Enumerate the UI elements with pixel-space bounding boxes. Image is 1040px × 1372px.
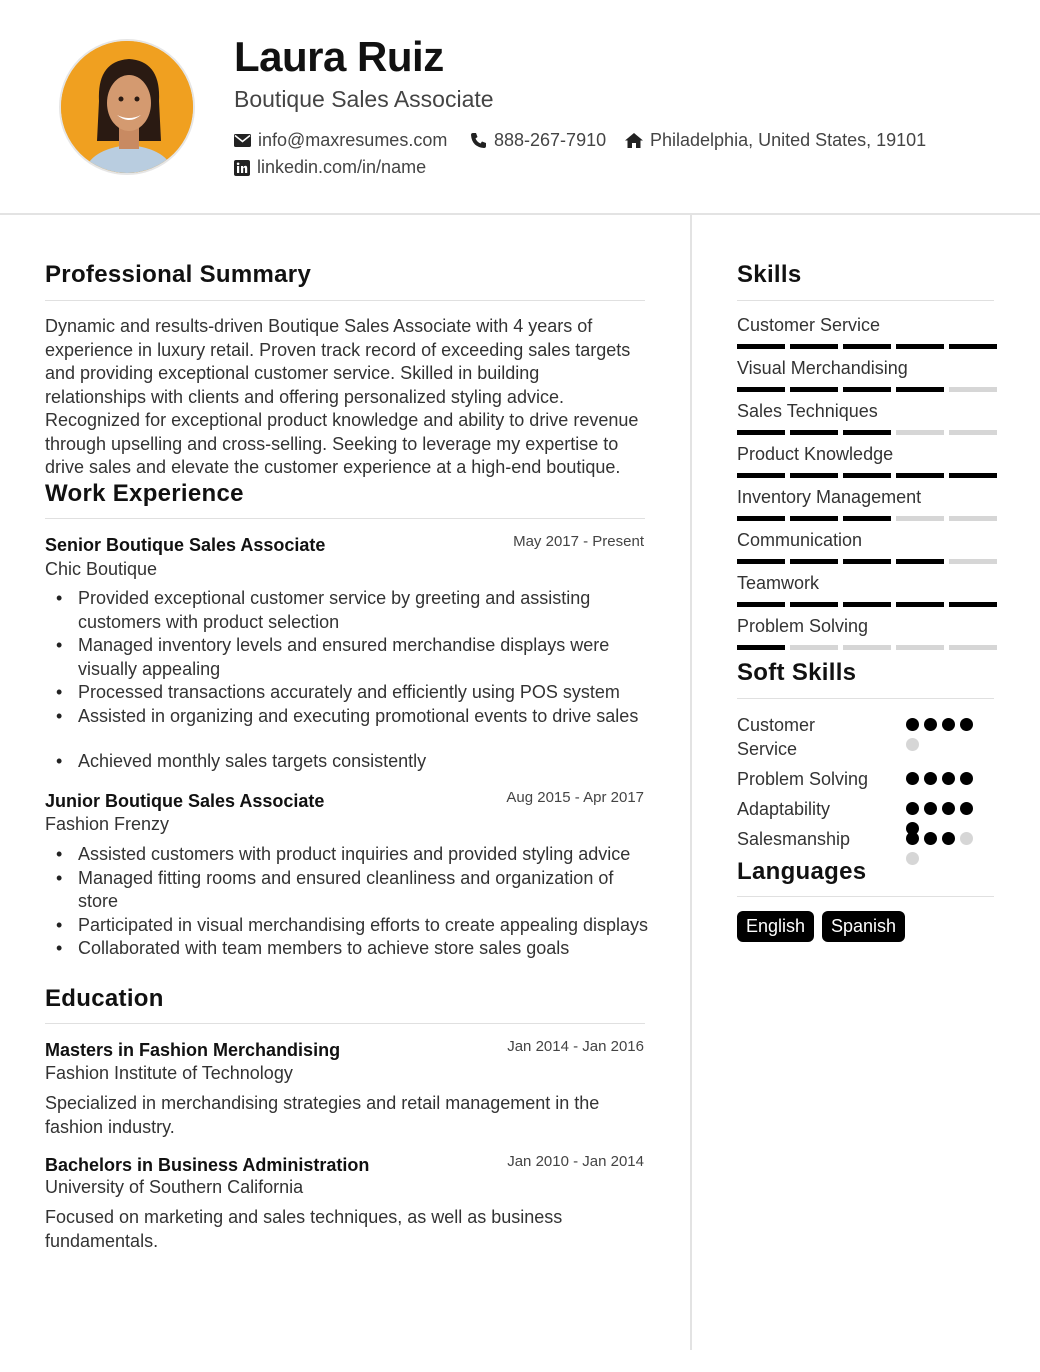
phone-text: 888-267-7910 bbox=[494, 130, 607, 150]
skill-name: Teamwork bbox=[737, 573, 820, 593]
skill-name: Problem Solving bbox=[737, 616, 869, 636]
skill-level-bar bbox=[737, 602, 997, 607]
skill-level-bar bbox=[737, 516, 997, 521]
linkedin-icon bbox=[234, 160, 250, 176]
contact-phone[interactable] bbox=[470, 130, 606, 151]
education-divider bbox=[45, 1023, 645, 1024]
rating-dot bbox=[906, 772, 919, 785]
rating-dot bbox=[906, 832, 919, 845]
degree-title: Masters in Fashion Merchandising bbox=[45, 1040, 341, 1060]
skill-level-segment bbox=[790, 473, 838, 478]
experience-divider bbox=[45, 518, 645, 519]
list-item: • Collaborated with team members to achieve store sales goals bbox=[45, 937, 650, 961]
soft-skills-heading: Soft Skills bbox=[737, 659, 857, 686]
rating-dot bbox=[960, 802, 973, 815]
job-title: Junior Boutique Sales Associate bbox=[45, 791, 325, 811]
degree-description: Focused on marketing and sales techniques, as well as business fundamentals. bbox=[45, 1207, 563, 1251]
profile-photo bbox=[59, 39, 195, 175]
language-tag: English bbox=[737, 911, 814, 942]
skill-level-segment bbox=[949, 344, 997, 349]
skill-level-segment bbox=[896, 602, 944, 607]
skill-level-segment bbox=[896, 645, 944, 650]
skill-level-segment bbox=[737, 602, 785, 607]
skill-level-segment bbox=[949, 516, 997, 521]
rating-dot bbox=[924, 772, 937, 785]
skill-level-segment bbox=[790, 602, 838, 607]
job-title: Senior Boutique Sales Associate bbox=[45, 535, 326, 555]
skill-level-segment bbox=[790, 516, 838, 521]
skill-level-segment bbox=[896, 430, 944, 435]
soft-skill-name: Salesmanship bbox=[737, 829, 851, 849]
rating-dot bbox=[906, 802, 919, 815]
list-item: • Assisted customers with product inquiries and provided styling advice bbox=[45, 843, 650, 867]
rating-dot bbox=[960, 772, 973, 785]
rating-dot bbox=[942, 832, 955, 845]
skill-level-segment bbox=[949, 430, 997, 435]
skill-level-bar bbox=[737, 430, 997, 435]
education-heading: Education bbox=[45, 985, 164, 1012]
skill-level-segment bbox=[790, 387, 838, 392]
degree-title: Bachelors in Business Administration bbox=[45, 1155, 370, 1175]
skill-level-bar bbox=[737, 387, 997, 392]
job-bullets bbox=[45, 843, 650, 961]
summary-divider bbox=[45, 300, 645, 301]
phone-icon bbox=[470, 132, 487, 149]
skill-name: Communication bbox=[737, 530, 863, 550]
rating-dot bbox=[942, 718, 955, 731]
skill-level-segment bbox=[843, 559, 891, 564]
resume-header bbox=[0, 0, 1040, 215]
school-name: Fashion Institute of Technology bbox=[45, 1063, 293, 1083]
column-divider bbox=[690, 215, 692, 1350]
skill-level-segment bbox=[949, 473, 997, 478]
skill-level-segment bbox=[843, 516, 891, 521]
skill-level-bar bbox=[737, 344, 997, 349]
rating-dot bbox=[906, 738, 919, 751]
languages-divider bbox=[737, 896, 994, 897]
soft-skill-name: Customer Service bbox=[737, 715, 816, 759]
rating-dot bbox=[960, 832, 973, 845]
list-item: • Processed transactions accurately and efficiently using POS system bbox=[45, 681, 650, 705]
skill-name: Product Knowledge bbox=[737, 444, 894, 464]
skill-level-segment bbox=[790, 559, 838, 564]
home-icon bbox=[625, 133, 643, 148]
skill-level-segment bbox=[737, 473, 785, 478]
languages-heading: Languages bbox=[737, 858, 867, 885]
soft-skill-name: Problem Solving bbox=[737, 769, 869, 789]
skill-level-segment bbox=[843, 473, 891, 478]
language-tag: Spanish bbox=[822, 911, 905, 942]
degree-description: Specialized in merchandising strategies and retail management in the fashion industry. bbox=[45, 1093, 600, 1137]
list-item: • Assisted in organizing and executing promotional events to drive sales bbox=[45, 705, 650, 729]
skill-level-segment bbox=[896, 559, 944, 564]
skill-name: Inventory Management bbox=[737, 487, 922, 507]
skill-level-segment bbox=[843, 645, 891, 650]
degree-date: Jan 2010 - Jan 2014 bbox=[507, 1153, 644, 1170]
skill-level-segment bbox=[737, 387, 785, 392]
rating-dot bbox=[942, 772, 955, 785]
job-company: Chic Boutique bbox=[45, 559, 158, 579]
list-item: • Provided exceptional customer service by greeting and assisting customers with product selection bbox=[45, 587, 650, 634]
contact-email[interactable] bbox=[234, 130, 447, 151]
rating-dot bbox=[942, 802, 955, 815]
contact-location bbox=[625, 130, 926, 151]
rating-dot bbox=[924, 802, 937, 815]
job-bullets bbox=[45, 587, 650, 774]
skill-level-segment bbox=[843, 387, 891, 392]
skill-level-segment bbox=[737, 344, 785, 349]
skill-level-segment bbox=[790, 344, 838, 349]
skill-level-segment bbox=[843, 344, 891, 349]
skill-name: Customer Service bbox=[737, 315, 881, 335]
rating-dot bbox=[924, 718, 937, 731]
skill-level-bar bbox=[737, 645, 997, 650]
job-date: May 2017 - Present bbox=[513, 533, 644, 550]
skill-level-bar bbox=[737, 559, 997, 564]
person-icon bbox=[61, 41, 195, 175]
skill-level-segment bbox=[737, 559, 785, 564]
skill-level-segment bbox=[790, 430, 838, 435]
rating-dot bbox=[906, 718, 919, 731]
list-item: • Achieved monthly sales targets consistently bbox=[45, 750, 650, 774]
school-name: University of Southern California bbox=[45, 1177, 304, 1197]
skill-level-segment bbox=[949, 559, 997, 564]
list-item: • Managed fitting rooms and ensured cleanliness and organization of store bbox=[45, 867, 650, 914]
soft-skill-rating bbox=[906, 772, 986, 785]
rating-dot bbox=[906, 852, 919, 865]
location-text: Philadelphia, United States, 19101 bbox=[650, 130, 927, 150]
rating-dot bbox=[924, 832, 937, 845]
rating-dot bbox=[960, 718, 973, 731]
candidate-title: Boutique Sales Associate bbox=[234, 86, 494, 112]
candidate-name: Laura Ruiz bbox=[234, 33, 444, 80]
soft-skills-divider bbox=[737, 698, 994, 699]
skill-level-segment bbox=[896, 516, 944, 521]
skill-level-segment bbox=[843, 430, 891, 435]
contact-linkedin[interactable] bbox=[234, 157, 426, 178]
soft-skill-rating bbox=[906, 832, 986, 865]
skill-level-segment bbox=[790, 645, 838, 650]
degree-date: Jan 2014 - Jan 2016 bbox=[507, 1038, 644, 1055]
list-item: • Managed inventory levels and ensured merchandise displays were visually appealing bbox=[45, 634, 650, 681]
skill-level-bar bbox=[737, 473, 997, 478]
skills-divider bbox=[737, 300, 994, 301]
experience-heading: Work Experience bbox=[45, 480, 244, 507]
skill-level-segment bbox=[949, 602, 997, 607]
skill-level-segment bbox=[737, 645, 785, 650]
skill-level-segment bbox=[843, 602, 891, 607]
summary-heading: Professional Summary bbox=[45, 261, 312, 288]
list-item: • Participated in visual merchandising efforts to create appealing displays bbox=[45, 914, 650, 938]
job-date: Aug 2015 - Apr 2017 bbox=[506, 789, 644, 806]
skill-level-segment bbox=[949, 645, 997, 650]
soft-skill-rating bbox=[906, 802, 986, 835]
skill-level-segment bbox=[896, 344, 944, 349]
skill-level-segment bbox=[737, 516, 785, 521]
skill-name: Sales Techniques bbox=[737, 401, 878, 421]
summary-text: Dynamic and results-driven Boutique Sales Associate with 4 years of experience in luxury retail. Proven track record of exceeding sales targets and providing exceptional customer service. Skilled in building relationships with clients and offering personalized styling advice. Recognized for exceptional product knowledge and ability to drive revenue through upselling and cross-selling. Seeking to leverage my expertise to drive sales and elevate the customer experience at a high-end boutique. bbox=[45, 316, 639, 477]
skill-level-segment bbox=[896, 387, 944, 392]
skills-heading: Skills bbox=[737, 261, 802, 288]
soft-skill-rating bbox=[906, 718, 986, 751]
skill-level-segment bbox=[737, 430, 785, 435]
skill-name: Visual Merchandising bbox=[737, 358, 908, 378]
linkedin-text: linkedin.com/in/name bbox=[257, 157, 427, 177]
skill-level-segment bbox=[896, 473, 944, 478]
email-text: info@maxresumes.com bbox=[258, 130, 448, 150]
envelope-icon bbox=[234, 134, 251, 147]
skill-level-segment bbox=[949, 387, 997, 392]
job-company: Fashion Frenzy bbox=[45, 814, 170, 834]
soft-skill-name: Adaptability bbox=[737, 799, 831, 819]
